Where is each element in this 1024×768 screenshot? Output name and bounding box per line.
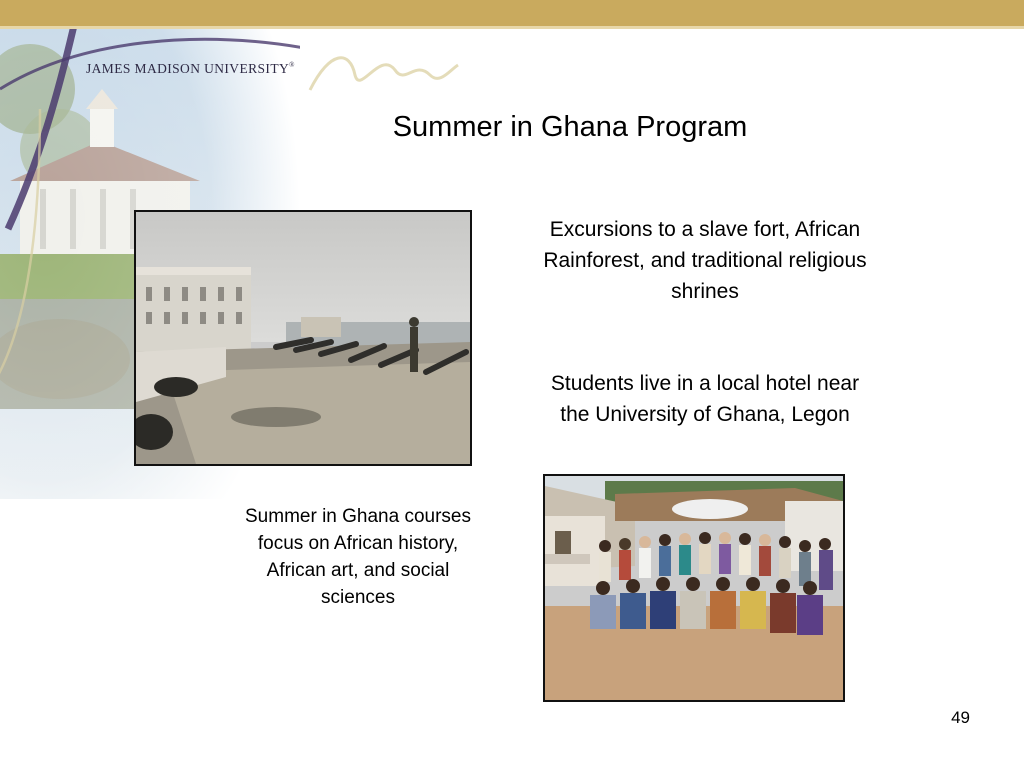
signature-watermark-icon	[300, 30, 460, 110]
university-name: JAMES MADISON UNIVERSITY	[86, 61, 290, 76]
slave-fort-photo	[134, 210, 472, 466]
bullet-housing: Students live in a local hotel near the University of Ghana, Legon	[550, 372, 860, 426]
university-logo-text	[86, 61, 295, 77]
bullet-excursions: Excursions to a slave fort, African Rainforest, and traditional religious shrines	[543, 218, 867, 303]
top-accent-bar	[0, 0, 1024, 26]
courses-caption: Summer in Ghana courses focus on African history, African art, and social sciences	[245, 506, 471, 608]
student-group-photo	[543, 474, 845, 702]
registered-mark: ®	[289, 61, 295, 69]
page-number: 49	[951, 708, 970, 727]
slide-title: Summer in Ghana Program	[392, 111, 748, 143]
